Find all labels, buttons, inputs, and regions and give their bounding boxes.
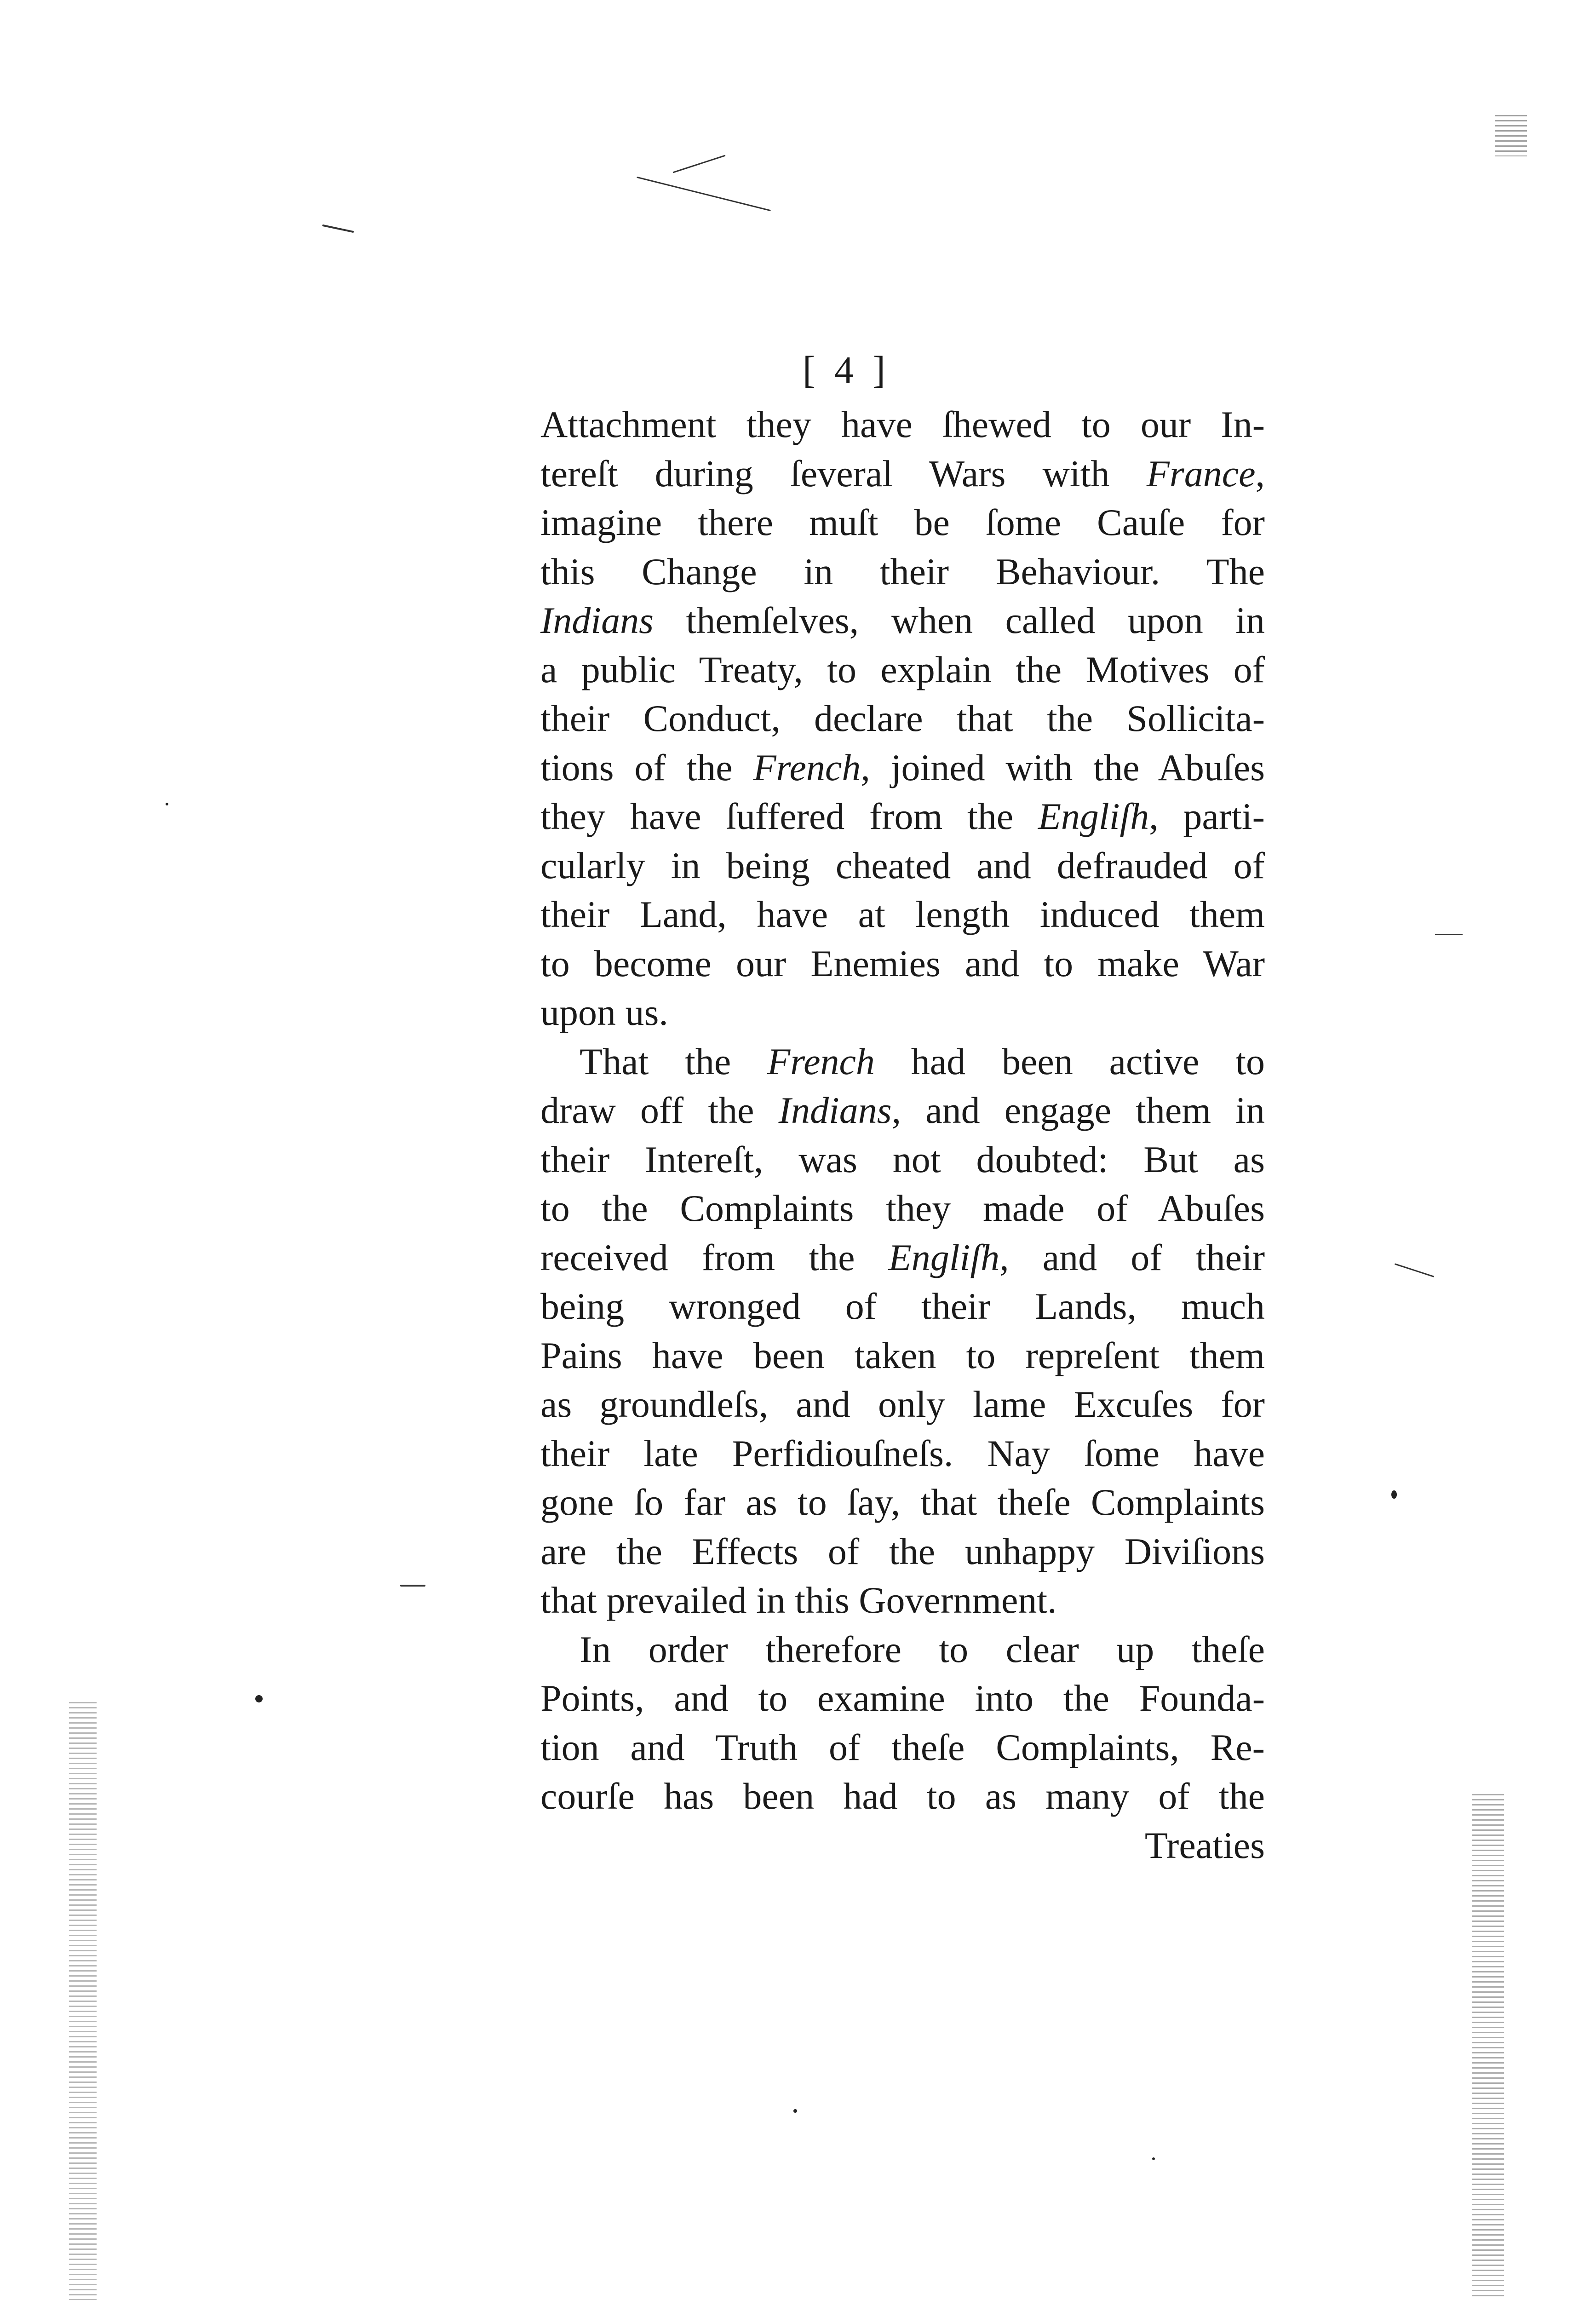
text-line: that prevailed in this Government. [540, 1579, 1057, 1621]
text-line: Pains have been taken to repreſent them [540, 1334, 1265, 1376]
text-line: draw off the Indians, and engage them in [540, 1089, 1265, 1131]
scan-mark [672, 155, 725, 173]
text-line: In order therefore to clear up theſe [580, 1628, 1265, 1670]
text-line: Points, and to examine into the Founda- [540, 1677, 1265, 1719]
scan-speck [1391, 1490, 1397, 1499]
text-line: to become our Enemies and to make War [540, 942, 1265, 984]
text-line: a public Treaty, to explain the Motives of [540, 648, 1265, 690]
scan-mark [322, 224, 354, 233]
text-line: being wronged of their Lands, much [540, 1285, 1265, 1327]
scan-edge-noise [1495, 115, 1527, 156]
text-line: are the Effects of the unhappy Diviſions [540, 1530, 1265, 1572]
scan-mark [400, 1585, 425, 1587]
scan-speck [255, 1695, 263, 1702]
scan-mark [637, 177, 771, 211]
scan-speck [1152, 2157, 1155, 2160]
text-line: tereſt during ſeveral Wars with France, [540, 452, 1265, 494]
scan-speck [166, 803, 168, 805]
text-line: That the French had been active to [580, 1040, 1265, 1082]
text-line: Indians themſelves, when called upon in [540, 599, 1265, 641]
text-line: as groundleſs, and only lame Excuſes for [540, 1383, 1265, 1425]
catchword: Treaties [1144, 1824, 1265, 1866]
page-number: [ 4 ] [803, 349, 890, 391]
text-line: their Land, have at length induced them [540, 893, 1265, 935]
text-line: Attachment they have ſhewed to our In- [540, 403, 1265, 445]
text-line: they have ſuffered from the Engliſh, parti- [540, 795, 1265, 837]
text-line: cularly in being cheated and defrauded of [540, 844, 1265, 886]
text-line: their late Perfidiouſneſs. Nay ſome have [540, 1432, 1265, 1474]
scan-edge-noise [1472, 1794, 1504, 2300]
scan-speck [793, 2109, 797, 2113]
text-line: their Intereſt, was not doubted: But as [540, 1138, 1265, 1180]
text-line: tion and Truth of theſe Complaints, Re- [540, 1726, 1265, 1768]
text-line: to the Complaints they made of Abuſes [540, 1187, 1265, 1229]
text-line: courſe has been had to as many of the [540, 1775, 1265, 1817]
text-line: received from the Engliſh, and of their [540, 1236, 1265, 1278]
paragraph [540, 1625, 1265, 1821]
text-line: their Conduct, declare that the Sollicita- [540, 697, 1265, 739]
paragraph [540, 400, 1265, 1037]
text-line: this Change in their Behaviour. The [540, 550, 1265, 592]
paragraph [540, 1037, 1265, 1625]
text-line: gone ſo far as to ſay, that theſe Complaints [540, 1481, 1265, 1523]
scan-mark [1435, 934, 1463, 935]
text-line: upon us. [540, 991, 668, 1033]
scan-edge-noise [69, 1702, 97, 2300]
text-line: tions of the French, joined with the Abuſes [540, 746, 1265, 788]
scan-mark [1395, 1263, 1435, 1277]
text-line: imagine there muſt be ſome Cauſe for [540, 501, 1265, 543]
body-text [540, 400, 1265, 1870]
